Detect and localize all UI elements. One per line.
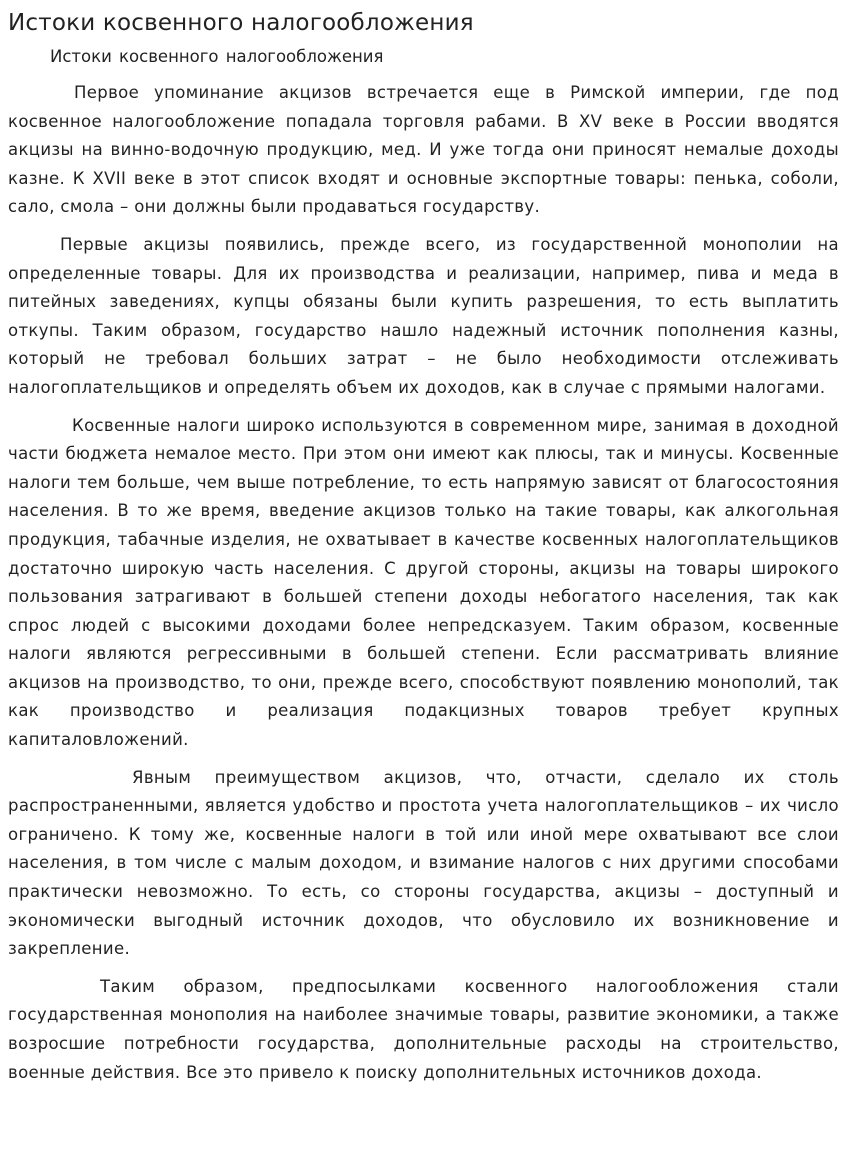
page-title: Истоки косвенного налогообложения bbox=[8, 10, 474, 36]
paragraph-2: Первые акцизы появились, прежде всего, из государственной монополии на определенные товары. Для их производства и реализации, например, пива и меда в питейных заведениях, купцы обязаны были купить разрешения, то есть выплатить откупы. Таким образом, государство нашло надежный источник пополнения казны, который не требовал больших затрат – не было необходимости отслеживать налогоплательщиков и определять объем их доходов, как в случае с прямыми налогами. bbox=[8, 234, 839, 397]
paragraph-3: Косвенные налоги широко используются в современном мире, занимая в доходной части бюджета немалое место. При этом они имеют как плюсы, так и минусы. Косвенные налоги тем больше, чем выше потребление, то есть напрямую зависят от благосостояния населения. В то же время, введение акцизов только на такие товары, как алкогольная продукция, табачные изделия, не охватывает в качестве косвенных налогоплательщиков достаточно широкую часть населения. С другой стороны, акцизы на товары широкого пользования затрагивают в большей степени доходы небогатого населения, так как спрос людей с высокими доходами более непредсказуем. Таким образом, косвенные налоги являются регрессивными в большей степени. Если рассматривать влияние акцизов на производство, то они, прежде всего, способствуют появлению монополий, так как производство и реализация подакцизных товаров требует крупных капиталовложений. bbox=[8, 415, 839, 750]
section-subtitle: Истоки косвенного налогообложения bbox=[50, 47, 384, 66]
paragraph-5: Таким образом, предпосылками косвенного налогообложения стали государственная монополия на наиболее значимые товары, развитие экономики, а также возросшие потребности государства, дополнительные расходы на строительство, военные действия. Все это привело к поиску дополнительных источников дохода. bbox=[8, 976, 839, 1082]
paragraph-4: Явным преимуществом акцизов, что, отчасти, сделало их столь распространенными, является удобство и простота учета налогоплательщиков – их число ограничено. К тому же, косвенные налоги в той или иной мере охватывают все слои населения, в том числе с малым доходом, и взимание налогов с них другими способами практически невозможно. То есть, со стороны государства, акцизы – доступный и экономически выгодный источник доходов, что обусловило их возникновение и закрепление. bbox=[8, 767, 839, 959]
paragraph-1: Первое упоминание акцизов встречается еще в Римской империи, где под косвенное налогообложение попадала торговля рабами. В XV веке в России вводятся акцизы на винно-водочную продукцию, мед. И уже тогда они приносят немалые доходы казне. К XVII веке в этот список входят и основные экспортные товары: пенька, соболи, сало, смола – они должны были продаваться государству. bbox=[8, 83, 839, 217]
